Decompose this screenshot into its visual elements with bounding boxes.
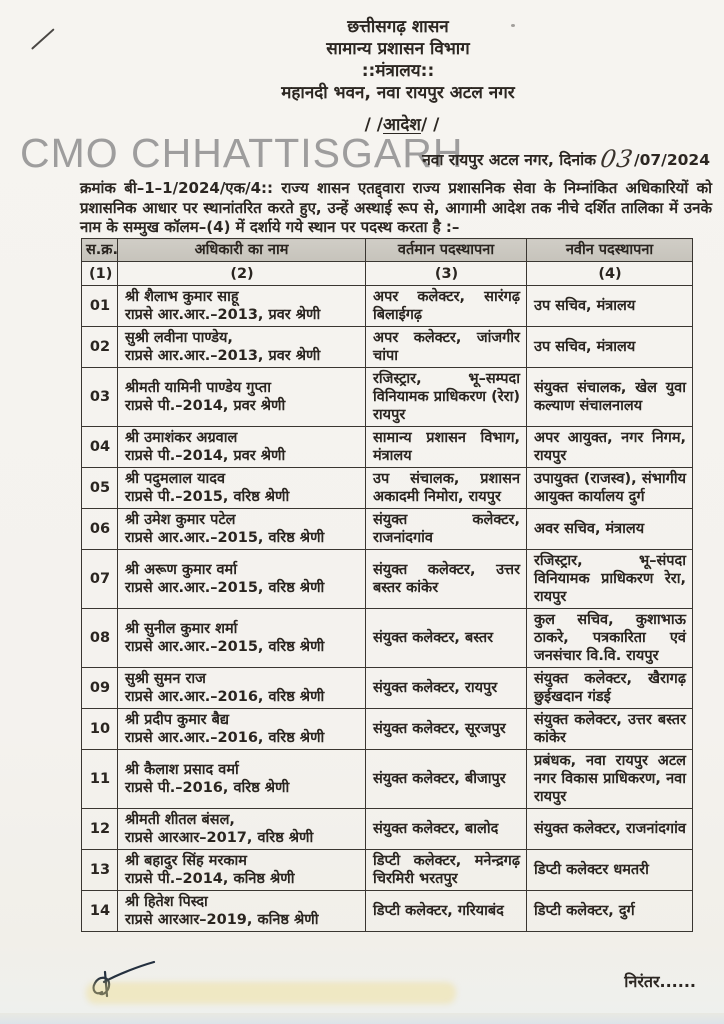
col-number-4: (4): [527, 262, 693, 286]
officer-cadre: राप्रसे आर.आर.–2013, प्रवर श्रेणी: [125, 307, 321, 323]
officer-name-cell: [118, 286, 366, 327]
new-posting-cell: अपर आयुक्त, नगर निगम, रायपुर: [527, 427, 693, 468]
current-posting-cell: अपर कलेक्टर, सारंगढ़ बिलाईगढ़: [366, 286, 527, 327]
table-row: [82, 286, 693, 327]
col-number-2: (2): [118, 262, 366, 286]
officer-cadre: राप्रसे आर.आर.–2015, वरिष्ठ श्रेणी: [125, 639, 325, 655]
order-title-word: आदेश: [383, 115, 421, 135]
officer-name-cell: [118, 891, 366, 932]
officer-name-cell: [118, 509, 366, 550]
table-row: [82, 327, 693, 368]
current-posting-cell: संयुक्त कलेक्टर, सूरजपुर: [366, 709, 527, 750]
new-posting-cell: डिप्टी कलेक्टर धमतरी: [527, 850, 693, 891]
table-row: [82, 468, 693, 509]
govt-name: छत्तीसगढ़ शासन: [347, 17, 449, 37]
officer-cadre: राप्रसे आरआर–2019, कनिष्ठ श्रेणी: [125, 912, 319, 928]
officer-name-cell: [118, 668, 366, 709]
serial-number-cell: 11: [82, 750, 118, 809]
current-posting-cell: डिप्टी कलेक्टर, मनेन्द्रगढ़ चिरमिरी भरतपुर: [366, 850, 527, 891]
table-row: [82, 550, 693, 609]
current-posting-cell: डिप्टी कलेक्टर, गरियाबंद: [366, 891, 527, 932]
new-posting-cell: उपायुक्त (राजस्व), संभागीय आयुक्त कार्यालय दुर्ग: [527, 468, 693, 509]
officer-cadre: राप्रसे पी.–2014, प्रवर श्रेणी: [125, 398, 286, 414]
serial-number-cell: 02: [82, 327, 118, 368]
officer-name-cell: [118, 750, 366, 809]
officer-name-cell: [118, 427, 366, 468]
officer-name: श्री उमाशंकर अग्रवाल: [125, 430, 238, 446]
officer-name: श्रीमती यामिनी पाण्डेय गुप्ता: [125, 380, 271, 396]
officer-name-cell: [118, 327, 366, 368]
table-row: [82, 709, 693, 750]
order-title-prefix: / /: [364, 115, 384, 135]
scan-bottom-edge: [0, 1013, 724, 1024]
scan-yellow-smudge: [86, 982, 456, 1004]
serial-number-cell: 05: [82, 468, 118, 509]
cmo-watermark: CMO CHHATTISGARH: [20, 130, 464, 176]
officer-name: श्री प्रदीप कुमार बैद्य: [125, 712, 230, 728]
ministry-line: ::मंत्रालय::: [361, 61, 435, 81]
current-posting-cell: संयुक्त कलेक्टर, राजनांदगांव: [366, 509, 527, 550]
new-posting-cell: कुल सचिव, कुशाभाऊ ठाकरे, पत्रकारिता एवं जनसंचार वि.वि. रायपुर: [527, 609, 693, 668]
officer-name-cell: [118, 609, 366, 668]
table-header-row: [82, 239, 693, 262]
date-rest: /07/2024: [633, 151, 710, 169]
new-posting-cell: संयुक्त संचालक, खेल युवा कल्याण संचालनालय: [527, 368, 693, 427]
officer-cadre: राप्रसे पी.–2015, वरिष्ठ श्रेणी: [125, 489, 290, 505]
current-posting-cell: संयुक्त कलेक्टर, रायपुर: [366, 668, 527, 709]
officer-name: श्री पदुमलाल यादव: [125, 471, 226, 487]
current-posting-cell: सामान्य प्रशासन विभाग, मंत्रालय: [366, 427, 527, 468]
table-row: [82, 509, 693, 550]
officer-cadre: राप्रसे आर.आर.–2015, वरिष्ठ श्रेणी: [125, 580, 325, 596]
place-date-line: [422, 145, 710, 173]
officer-name-cell: [118, 850, 366, 891]
table-row: [82, 891, 693, 932]
current-posting-cell: उप संचालक, प्रशासन अकादमी निमोरा, रायपुर: [366, 468, 527, 509]
transfer-table-wrap: [81, 238, 692, 932]
new-posting-cell: रजिस्ट्रार, भू–संपदा विनियामक प्राधिकरण रेरा, रायपुर: [527, 550, 693, 609]
col-number-1: (1): [82, 262, 118, 286]
new-posting-cell: प्रबंधक, नवा रायपुर अटल नगर विकास प्राधिकरण, नवा रायपुर: [527, 750, 693, 809]
officer-name-cell: [118, 709, 366, 750]
officer-name: सुश्री सुमन राज: [125, 671, 206, 687]
new-posting-cell: उप सचिव, मंत्रालय: [527, 327, 693, 368]
new-posting-cell: अवर सचिव, मंत्रालय: [527, 509, 693, 550]
current-posting-cell: अपर कलेक्टर, जांजगीर चांपा: [366, 327, 527, 368]
new-posting-cell: उप सचिव, मंत्रालय: [527, 286, 693, 327]
transfer-table: [81, 238, 693, 932]
handwritten-day: 03: [598, 145, 637, 173]
order-body-paragraph: क्रमांक बी–1–1/2024/एक/4:: राज्य शासन एतद्द्वारा राज्य प्रशासनिक सेवा के निम्नांकित अधिकारियों को प्रशासनिक आधार पर स्थानांतरित करते हुए, उन्हें अस्थाई रूप से, आगामी आदेश तक नीचे दर्शित तालिका में उनके नाम के सम्मुख कॉलम–(4) में दर्शाये गये स्थान पर पदस्थ करता है :–: [80, 179, 712, 236]
table-row: [82, 750, 693, 809]
current-posting-cell: संयुक्त कलेक्टर, बस्तर: [366, 609, 527, 668]
serial-number-cell: 09: [82, 668, 118, 709]
column-number-row: [82, 262, 693, 286]
serial-number-cell: 03: [82, 368, 118, 427]
building-address: महानदी भवन, नवा रायपुर अटल नगर: [281, 83, 515, 103]
officer-cadre: राप्रसे पी.–2014, कनिष्ठ श्रेणी: [125, 871, 295, 887]
order-title-suffix: / /: [420, 115, 440, 135]
table-body: [82, 286, 693, 932]
serial-number-cell: 01: [82, 286, 118, 327]
current-posting-cell: संयुक्त कलेक्टर, बीजापुर: [366, 750, 527, 809]
table-row: [82, 809, 693, 850]
department-name: सामान्य प्रशासन विभाग: [326, 39, 470, 59]
new-posting-cell: संयुक्त कलेक्टर, राजनांदगांव: [527, 809, 693, 850]
serial-number-cell: 10: [82, 709, 118, 750]
officer-name: श्रीमती शीतल बंसल,: [125, 812, 235, 828]
officer-name: श्री शैलाभ कुमार साहू: [125, 289, 239, 305]
officer-name-cell: [118, 368, 366, 427]
serial-number-cell: 08: [82, 609, 118, 668]
table-row: [82, 427, 693, 468]
current-posting-cell: संयुक्त कलेक्टर, उत्तर बस्तर कांकेर: [366, 550, 527, 609]
officer-cadre: राप्रसे आर.आर.–2016, वरिष्ठ श्रेणी: [125, 689, 325, 705]
col-header-serial: स.क्र.: [82, 239, 118, 262]
new-posting-cell: संयुक्त कलेक्टर, खैरागढ़ छुईखदान गंडई: [527, 668, 693, 709]
table-row: [82, 668, 693, 709]
officer-name: सुश्री लवीना पाण्डेय,: [125, 330, 233, 346]
serial-number-cell: 14: [82, 891, 118, 932]
col-header-new-posting: नवीन पदस्थापना: [527, 239, 693, 262]
serial-number-cell: 12: [82, 809, 118, 850]
officer-name-cell: [118, 809, 366, 850]
new-posting-cell: डिप्टी कलेक्टर, दुर्ग: [527, 891, 693, 932]
serial-number-cell: 04: [82, 427, 118, 468]
current-posting-cell: रजिस्ट्रार, भू–सम्पदा विनियामक प्राधिकरण (रेरा) रायपुर: [366, 368, 527, 427]
officer-cadre: राप्रसे आरआर–2017, वरिष्ठ श्रेणी: [125, 830, 314, 846]
officer-name-cell: [118, 550, 366, 609]
officer-name-cell: [118, 468, 366, 509]
officer-cadre: राप्रसे आर.आर.–2016, वरिष्ठ श्रेणी: [125, 730, 325, 746]
officer-name: श्री बहादुर सिंह मरकाम: [125, 853, 247, 869]
serial-number-cell: 07: [82, 550, 118, 609]
col-header-current-posting: वर्तमान पदस्थापना: [366, 239, 527, 262]
col-header-officer-name: अधिकारी का नाम: [118, 239, 366, 262]
table-row: [82, 850, 693, 891]
serial-number-cell: 13: [82, 850, 118, 891]
officer-cadre: राप्रसे पी.–2014, प्रवर श्रेणी: [125, 448, 286, 464]
officer-name: श्री हितेश पिस्दा: [125, 894, 208, 910]
place-date-label: नवा रायपुर अटल नगर, दिनांक: [422, 151, 602, 169]
current-posting-cell: संयुक्त कलेक्टर, बालोद: [366, 809, 527, 850]
officer-name: श्री कैलाश प्रसाद वर्मा: [125, 762, 239, 778]
new-posting-cell: संयुक्त कलेक्टर, उत्तर बस्तर कांकेर: [527, 709, 693, 750]
serial-number-cell: 06: [82, 509, 118, 550]
col-number-3: (3): [366, 262, 527, 286]
officer-name: श्री सुनील कुमार शर्मा: [125, 621, 238, 637]
table-row: [82, 368, 693, 427]
officer-name: श्री उमेश कुमार पटेल: [125, 512, 236, 528]
document-header: [36, 16, 724, 104]
officer-cadre: राप्रसे पी.–2016, वरिष्ठ श्रेणी: [125, 780, 290, 796]
officer-cadre: राप्रसे आर.आर.–2015, वरिष्ठ श्रेणी: [125, 530, 325, 546]
table-row: [82, 609, 693, 668]
continuation-text: निरंतर......: [624, 972, 696, 991]
officer-name: श्री अरूण कुमार वर्मा: [125, 562, 237, 578]
officer-cadre: राप्रसे आर.आर.–2013, प्रवर श्रेणी: [125, 348, 321, 364]
